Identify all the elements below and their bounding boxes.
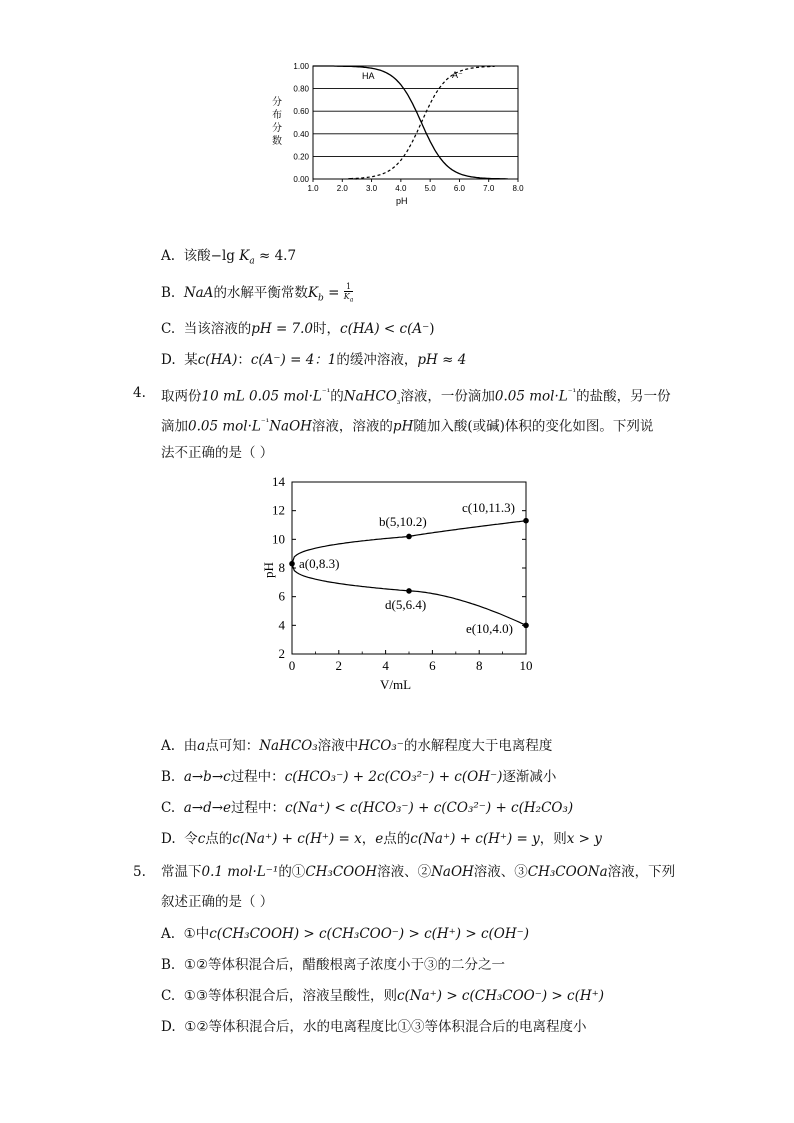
y-tick-label: 12 xyxy=(272,502,285,518)
option-text: 过程中： xyxy=(231,800,286,816)
y-tick-label: 0.40 xyxy=(293,129,309,139)
option-text: 时， xyxy=(313,321,341,337)
option-text: 的水解平衡常数 xyxy=(213,284,308,301)
math: CH₃COONa xyxy=(527,864,608,880)
option-text: 当该溶液的 xyxy=(183,321,252,337)
math: pH ≈ 4 xyxy=(417,352,467,368)
hcl-titration-curve xyxy=(292,564,526,626)
y-label-char: 布 xyxy=(272,110,282,121)
stem-text: 滴加 xyxy=(161,418,188,435)
x-tick-label: 6.0 xyxy=(453,184,465,193)
fraction-numerator: 1 xyxy=(344,282,354,292)
q4-option-a xyxy=(161,737,552,755)
option-text: ， xyxy=(361,831,376,847)
option-letter: A. xyxy=(161,926,176,942)
math: a→b→c xyxy=(183,769,231,785)
math: e xyxy=(375,831,384,847)
q5-stem-line2: 叙述正确的是（ ） xyxy=(161,894,274,910)
point-label-e: e(10,4.0) xyxy=(466,621,513,636)
math: a xyxy=(197,738,206,754)
option-text: ①③等体积混合后，溶液呈酸性，则 xyxy=(183,988,397,1004)
option-letter: D. xyxy=(161,1019,176,1035)
math: NaHCO₃ xyxy=(259,738,318,754)
option-letter: B. xyxy=(161,957,176,973)
math: ) xyxy=(429,321,435,337)
q4-option-c xyxy=(161,799,573,817)
q4-stem-line1 xyxy=(161,384,671,411)
y-tick-label: 0.00 xyxy=(293,175,309,184)
y-tick-label: 14 xyxy=(272,474,285,489)
option-text: 点的 xyxy=(205,831,233,847)
math: pH xyxy=(392,418,414,435)
math: c(CH₃COOH) > c(CH₃COO⁻) > c(H⁺) > c(OH⁻) xyxy=(209,926,530,942)
math: K xyxy=(307,284,319,301)
q4-stem-line2 xyxy=(161,414,653,436)
option-text: 溶液中 xyxy=(317,738,359,754)
math: 10 mL 0.05 mol·L xyxy=(201,388,322,405)
q4-option-b xyxy=(161,768,556,786)
q5-option-a xyxy=(161,925,529,943)
option-letter: A. xyxy=(161,738,176,754)
option-text: ①②等体积混合后，醋酸根离子浓度小于③的二分之一 xyxy=(183,957,506,973)
ha-curve xyxy=(313,66,508,179)
distribution-fraction-chart xyxy=(268,58,528,213)
option-letter: D. xyxy=(161,831,176,847)
option-text: 某 xyxy=(184,352,198,368)
option-letter: B. xyxy=(161,284,176,301)
option-text: 逐渐减小 xyxy=(502,769,557,785)
x-tick-label: 4.0 xyxy=(395,184,407,193)
math: pH = 7.0 xyxy=(251,321,314,337)
q5-option-b xyxy=(161,956,505,974)
q5-stem-line1 xyxy=(161,863,675,881)
q4-option-d xyxy=(161,830,602,848)
math: c(HA) < c(A xyxy=(340,321,423,337)
option-text: ①中 xyxy=(183,926,210,942)
q3-option-d xyxy=(161,351,466,369)
x-tick-label: 1.0 xyxy=(307,184,319,193)
stem-text: 溶液、③ xyxy=(473,864,528,880)
math: ≈ 4.7 xyxy=(254,248,297,264)
chart1-x-ticks xyxy=(307,179,524,193)
math: = xyxy=(323,284,344,301)
math-sup: ⁻¹ xyxy=(567,388,577,398)
chart2-x-axis-label: V/mL xyxy=(380,677,412,692)
stem-text: 取两份 xyxy=(161,388,202,405)
stem-text: 常温下 xyxy=(161,864,202,880)
math: a→d→e xyxy=(183,800,232,816)
q4-stem-line3: 法不正确的是（ ） xyxy=(161,445,274,461)
stem-text: 溶液，溶液的 xyxy=(311,418,393,435)
math: c xyxy=(197,831,206,847)
x-tick-label: 3.0 xyxy=(366,184,378,193)
math-sup: ⁻¹ xyxy=(321,388,331,398)
math-sub: ₃ xyxy=(396,397,401,408)
stem-text: 的 xyxy=(330,388,344,405)
x-tick-label: 8 xyxy=(475,658,483,673)
math: K xyxy=(239,248,250,264)
chart1-x-axis-label: pH xyxy=(396,196,408,206)
option-letter: C. xyxy=(161,800,176,816)
option-letter: B. xyxy=(161,769,176,785)
y-tick-label: 2 xyxy=(278,646,285,661)
math-sub: a xyxy=(349,296,354,304)
data-point xyxy=(406,534,412,540)
x-tick-label: 0 xyxy=(288,658,296,673)
math: 0.05 mol·L xyxy=(188,418,261,435)
math: NaOH xyxy=(269,418,312,435)
x-tick-label: 4 xyxy=(382,658,389,673)
option-text: 点的 xyxy=(383,831,411,847)
a-minus-label: A⁻ xyxy=(452,70,463,80)
math: x > y xyxy=(566,831,602,847)
y-tick-label: 8 xyxy=(278,560,285,575)
ha-label: HA xyxy=(362,71,375,81)
math: HCO₃⁻ xyxy=(358,738,404,754)
math: c(Na⁺) < c(HCO₃⁻) + c(CO₃²⁻) + c(H₂CO₃) xyxy=(285,800,574,816)
math-sub: b xyxy=(318,293,324,304)
stem-text: 的盐酸，另一份 xyxy=(576,388,671,405)
option-text: 由 xyxy=(183,738,198,754)
point-label-d: d(5,6.4) xyxy=(385,597,427,612)
y-label-char: 分 xyxy=(272,123,282,134)
stem-text: 随加入酸(或碱)体积的变化如图。下列说 xyxy=(413,418,654,435)
math: c(Na⁺) + c(H⁺) = x xyxy=(232,831,362,847)
math: 0.05 mol·L xyxy=(494,388,568,405)
math-sup: ⁻¹ xyxy=(260,418,270,428)
data-point xyxy=(523,623,529,629)
option-text: ： xyxy=(237,352,251,368)
x-tick-label: 2.0 xyxy=(336,184,348,193)
chart1-y-ticks xyxy=(293,62,309,184)
stem-text: 溶液、② xyxy=(377,864,432,880)
chart1-plot-frame xyxy=(313,66,518,179)
y-tick-label: 0.20 xyxy=(293,152,309,162)
point-label-a: a(0,8.3) xyxy=(299,556,340,571)
option-text: 该酸 xyxy=(183,248,211,264)
data-point xyxy=(523,518,529,524)
x-tick-label: 2 xyxy=(335,658,343,673)
math: c(Na⁺) > c(CH₃COO⁻) > c(H⁺) xyxy=(396,988,605,1004)
math: c(Na⁺) + c(H⁺) = y xyxy=(410,831,540,847)
option-text: 的水解程度大于电离程度 xyxy=(403,738,553,754)
stem-text: 的① xyxy=(278,864,306,880)
x-tick-label: 10 xyxy=(519,658,533,673)
chart1-y-axis-label xyxy=(272,95,282,147)
y-tick-label: 6 xyxy=(278,588,285,604)
option-text: 过程中： xyxy=(230,769,285,785)
stem-text: 溶液，下列 xyxy=(607,864,676,880)
math-sub: a xyxy=(249,256,255,267)
x-tick-label: 6 xyxy=(429,658,436,673)
math: NaA xyxy=(183,284,214,301)
option-text: ，则 xyxy=(539,831,567,847)
math: c(A⁻) = 4：1 xyxy=(250,352,337,368)
math: −lg xyxy=(210,248,235,264)
option-letter: A. xyxy=(161,248,176,264)
data-point xyxy=(289,561,295,567)
fraction-denominator: K xyxy=(343,292,350,301)
y-tick-label: 4 xyxy=(278,617,285,633)
option-text: 的缓冲溶液， xyxy=(336,352,418,368)
data-point xyxy=(406,588,412,594)
chart2-x-ticks xyxy=(289,650,533,673)
y-tick-label: 10 xyxy=(272,531,285,547)
q3-option-c xyxy=(161,320,435,338)
titration-ph-chart xyxy=(252,474,544,696)
x-tick-label: 7.0 xyxy=(483,184,495,193)
point-label-c: c(10,11.3) xyxy=(462,500,515,515)
math: CH₃COOH xyxy=(305,864,378,880)
math: c(HCO₃⁻) + 2c(CO₃²⁻) + c(OH⁻) xyxy=(284,769,503,785)
fraction xyxy=(344,282,354,305)
q4-number: 4. xyxy=(133,385,146,401)
y-label-char: 分 xyxy=(272,97,282,108)
q5-number: 5. xyxy=(133,864,146,880)
math: 0.1 mol·L⁻¹ xyxy=(201,864,279,880)
point-label-b: b(5,10.2) xyxy=(379,514,427,529)
math: NaHCO xyxy=(343,388,397,405)
y-label-char: 数 xyxy=(272,136,282,147)
option-letter: C. xyxy=(161,988,176,1004)
option-letter: D. xyxy=(161,352,176,368)
q5-option-c xyxy=(161,987,604,1005)
math: ⁻ xyxy=(422,321,430,337)
q3-option-a xyxy=(161,247,296,271)
q5-option-d xyxy=(161,1018,586,1036)
stem-text: 溶液，一份滴加 xyxy=(400,388,495,405)
x-tick-label: 8.0 xyxy=(512,184,524,193)
option-letter: C. xyxy=(161,321,176,337)
chart2-y-axis-label: pH xyxy=(261,562,276,578)
q3-option-b xyxy=(161,282,353,307)
y-tick-label: 0.60 xyxy=(293,107,309,117)
math: NaOH xyxy=(431,864,474,880)
y-tick-label: 1.00 xyxy=(293,62,309,71)
math: c(HA) xyxy=(197,352,238,368)
option-text: 令 xyxy=(184,831,198,847)
y-tick-label: 0.80 xyxy=(293,84,309,94)
chart1-gridlines xyxy=(313,66,518,179)
option-text: ①②等体积混合后，水的电离程度比①③等体积混合后的电离程度小 xyxy=(184,1019,587,1035)
option-text: 点可知： xyxy=(205,738,260,754)
x-tick-label: 5.0 xyxy=(424,184,436,193)
